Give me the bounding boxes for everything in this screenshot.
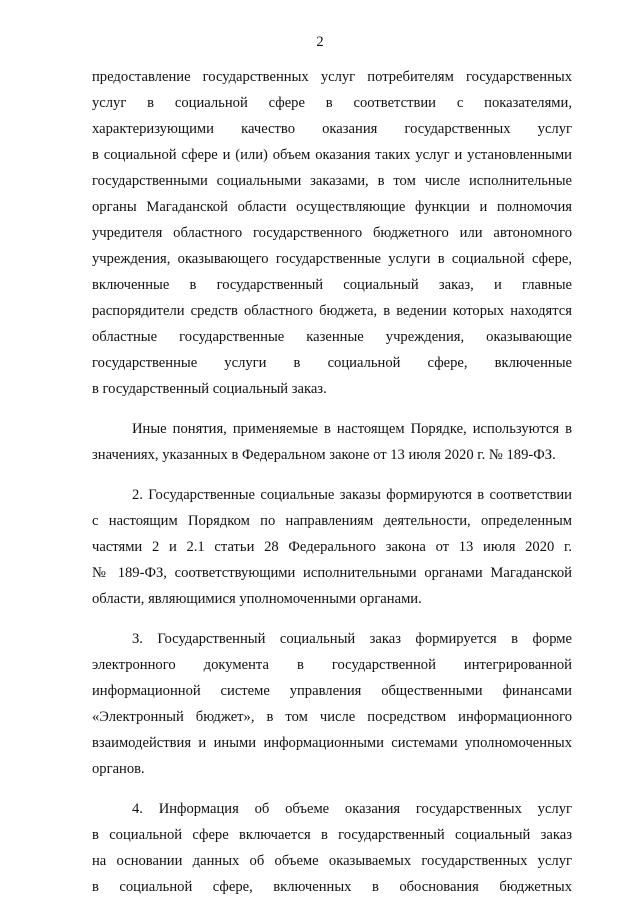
text-line: области, являющимися уполномоченными органами. xyxy=(92,591,422,607)
text-line: учреждения, оказывающего государственные услуги в социальной сфере, xyxy=(92,251,572,267)
text-line: включенные в государственный социальный заказ, и главные xyxy=(92,277,572,293)
text-line: «Электронный бюджет», в том числе посредством информационного xyxy=(92,709,572,725)
text-line: на основании данных об объеме оказываемых государственных услуг xyxy=(92,853,572,869)
text-line: в социальной сфере, включенных в обоснования бюджетных xyxy=(92,879,572,895)
paragraph-gap xyxy=(92,468,572,482)
page-number: 2 xyxy=(316,34,324,50)
text-line: учредителя областного государственного бюджетного или автономного xyxy=(92,225,572,241)
paragraph-gap xyxy=(92,402,572,416)
text-line: в государственный социальный заказ. xyxy=(92,381,327,397)
paragraph-5 xyxy=(92,796,572,900)
paragraph-4 xyxy=(92,626,572,782)
text-line: органов. xyxy=(92,761,145,777)
text-line: распорядители средств областного бюджета, в ведении которых находятся xyxy=(92,303,572,319)
paragraph-3 xyxy=(92,482,572,612)
paragraph-2 xyxy=(92,416,572,468)
text-line: 4. Информация об объеме оказания государственных услуг xyxy=(132,801,572,817)
text-line: областные государственные казенные учреждения, оказывающие xyxy=(92,329,572,345)
text-line: Иные понятия, применяемые в настоящем Порядке, используются в xyxy=(132,421,572,437)
text-line: предоставление государственных услуг потребителям государственных xyxy=(92,69,572,85)
text-line: электронного документа в государственной интегрированной xyxy=(92,657,572,673)
text-line: органы Магаданской области осуществляющие функции и полномочия xyxy=(92,199,572,215)
text-line: взаимодействия и иными информационными системами уполномоченных xyxy=(92,735,572,751)
text-line: государственными социальными заказами, в том числе исполнительные xyxy=(92,173,572,189)
text-line: 2. Государственные социальные заказы формируются в соответствии xyxy=(132,487,572,503)
text-line: значениях, указанных в Федеральном законе от 13 июля 2020 г. № 189-ФЗ. xyxy=(92,447,556,463)
paragraph-gap xyxy=(92,782,572,796)
text-line: частями 2 и 2.1 статьи 28 Федерального закона от 13 июля 2020 г. xyxy=(92,539,572,555)
text-line: услуг в социальной сфере в соответствии с показателями, xyxy=(92,95,572,111)
text-line: в социальной сфере включается в государственный социальный заказ xyxy=(92,827,572,843)
text-line: характеризующими качество оказания государственных услуг xyxy=(92,121,572,137)
text-line: № 189-ФЗ, соответствующими исполнительными органами Магаданской xyxy=(92,565,572,581)
document-body xyxy=(92,64,572,900)
text-line: государственные услуги в социальной сфере, включенные xyxy=(92,355,572,371)
paragraph-1 xyxy=(92,64,572,402)
text-line: 3. Государственный социальный заказ формируется в форме xyxy=(132,631,572,647)
text-line: информационной системе управления общественными финансами xyxy=(92,683,572,699)
text-line: с настоящим Порядком по направлениям деятельности, определенным xyxy=(92,513,572,529)
text-line: в социальной сфере и (или) объем оказания таких услуг и установленными xyxy=(92,147,572,163)
paragraph-gap xyxy=(92,612,572,626)
